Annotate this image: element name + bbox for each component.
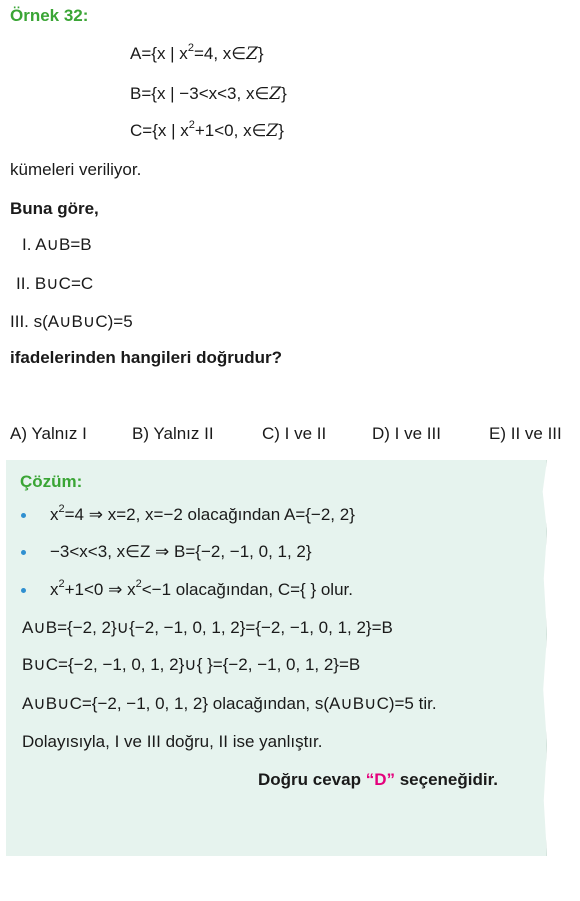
integers-symbol: Z — [269, 84, 282, 104]
solution-line-2: B∪C={−2, −1, 0, 1, 2}∪{ }={−2, −1, 0, 1, 2}=B — [22, 655, 361, 674]
choice-d: D) I ve III — [372, 424, 441, 443]
statement-3: III. s(A∪B∪C)=5 — [10, 312, 133, 331]
bullet-icon — [21, 588, 26, 593]
integers-symbol: Z — [266, 121, 279, 141]
integers-symbol: Z — [246, 44, 258, 64]
solution-line-4: Dolayısıyla, I ve III doğru, II ise yanlıştır. — [22, 732, 323, 751]
step-3-exponent-2: 2 — [135, 578, 142, 591]
set-b-definition — [130, 84, 287, 104]
bullet-icon — [21, 513, 26, 518]
according-text: Buna göre, — [10, 199, 99, 218]
step-3-exponent: 2 — [58, 578, 65, 591]
step-3-text-mid: +1<0 ⇒ x — [64, 580, 136, 599]
set-c-close: } — [278, 121, 284, 140]
solution-line-1: A∪B={−2, 2}∪{−2, −1, 0, 1, 2}={−2, −1, 0, 1, 2}=B — [22, 618, 393, 637]
example-title: Örnek 32: — [10, 6, 89, 25]
bullet-icon — [21, 550, 26, 555]
step-1-text-rest: =4 ⇒ x=2, x=−2 olacağından A={−2, 2} — [64, 505, 355, 524]
question-text: ifadelerinden hangileri doğrudur? — [10, 348, 283, 367]
set-b-close: } — [281, 84, 287, 103]
given-text: kümeleri veriliyor. — [10, 160, 142, 179]
choice-e: E) II ve III — [489, 424, 562, 443]
step-1-exponent: 2 — [58, 503, 65, 516]
choice-b: B) Yalnız II — [132, 424, 214, 443]
step-1-text: x — [50, 505, 59, 524]
solution-step-2: −3<x<3, x∈Z ⇒ B={−2, −1, 0, 1, 2} — [50, 542, 312, 561]
set-a-exponent: 2 — [187, 42, 194, 55]
choice-a: A) Yalnız I — [10, 424, 87, 443]
set-c-definition — [130, 121, 284, 141]
statement-2: II. B∪C=C — [16, 274, 94, 293]
answer-letter: “D” — [365, 770, 395, 789]
step-3-text-rest: <−1 olacağından, C={ } olur. — [141, 580, 353, 599]
step-3-text: x — [50, 580, 59, 599]
set-a-text-rest: =4, x∈ — [193, 44, 247, 63]
set-b-text: B={x | −3<x<3, x∈ — [130, 84, 270, 103]
set-c-text-rest: +1<0, x∈ — [194, 121, 267, 140]
solution-title: Çözüm: — [20, 472, 83, 491]
statement-1: I. A∪B=B — [22, 235, 92, 254]
answer-line — [258, 770, 498, 790]
set-a-text: A={x | x — [130, 44, 188, 63]
solution-step-1 — [50, 505, 355, 525]
set-c-exponent: 2 — [188, 119, 195, 132]
set-a-definition — [130, 44, 264, 64]
set-a-close: } — [257, 44, 264, 63]
answer-text-rest: seçeneğidir. — [394, 770, 498, 789]
solution-step-3 — [50, 580, 353, 600]
solution-line-3: A∪B∪C={−2, −1, 0, 1, 2} olacağından, s(A∪B∪C)=5 tir. — [22, 694, 437, 713]
set-c-text: C={x | x — [130, 121, 189, 140]
choice-c: C) I ve II — [262, 424, 327, 443]
answer-text: Doğru cevap — [258, 770, 366, 789]
